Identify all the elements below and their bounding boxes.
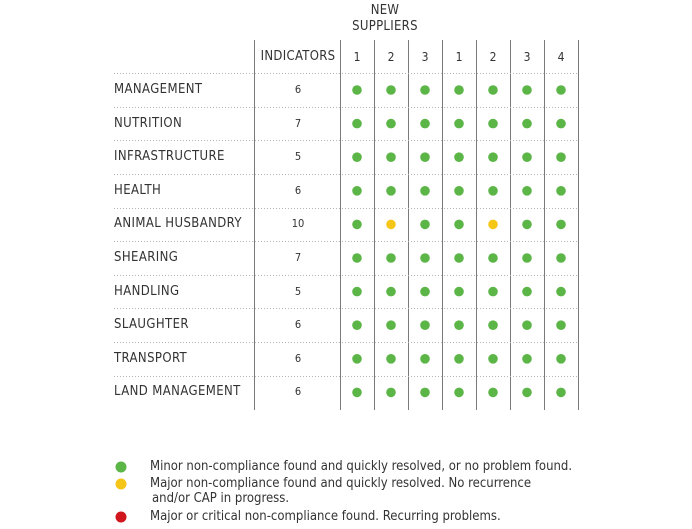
status-dot-green <box>488 85 498 95</box>
status-dot-green <box>352 388 362 398</box>
status-dot-green <box>352 152 362 162</box>
status-dot-green <box>522 320 532 330</box>
status-dot-green <box>454 354 464 364</box>
row-label: LAND MANAGEMENT <box>114 384 241 400</box>
status-dot-green <box>488 253 498 263</box>
status-dot-green <box>522 388 532 398</box>
status-dot-green <box>522 220 532 230</box>
status-dot-green <box>352 354 362 364</box>
row-label: INFRASTRUCTURE <box>114 149 225 165</box>
status-dot-green <box>488 119 498 129</box>
status-dot-green <box>522 152 532 162</box>
status-dot-green <box>488 354 498 364</box>
row-label: NUTRITION <box>114 115 183 131</box>
column-number: 3 <box>523 50 531 64</box>
status-dot-green <box>522 253 532 263</box>
status-dot-green <box>420 186 430 196</box>
status-dot-green <box>352 186 362 196</box>
status-dot-green <box>488 287 498 297</box>
status-dot-green <box>420 287 430 297</box>
status-dot-green <box>420 152 430 162</box>
status-dot-green <box>522 354 532 364</box>
status-dot-green <box>420 253 430 263</box>
status-dot-green <box>454 320 464 330</box>
legend-text: Major or critical non-compliance found. Recurring problems. <box>150 509 501 524</box>
status-dot-green <box>556 119 566 129</box>
status-dot-green <box>386 85 396 95</box>
status-dot-green <box>488 152 498 162</box>
status-dot-green <box>556 388 566 398</box>
row-label: SLAUGHTER <box>114 317 189 333</box>
column-number: 3 <box>421 50 429 64</box>
status-dot-green <box>352 85 362 95</box>
status-dot-green <box>522 119 532 129</box>
status-dot-green <box>420 220 430 230</box>
legend-dot-green <box>116 462 127 473</box>
indicator-count: 6 <box>294 385 302 399</box>
indicator-count: 7 <box>294 116 302 130</box>
indicator-count: 10 <box>291 217 305 231</box>
status-dot-green <box>454 287 464 297</box>
status-dot-green <box>420 119 430 129</box>
row-label: TRANSPORT <box>114 350 188 366</box>
column-number: 2 <box>489 50 497 64</box>
status-dot-green <box>454 253 464 263</box>
indicator-count: 6 <box>294 83 302 96</box>
legend-dot-yellow <box>116 479 127 490</box>
status-dot-green <box>386 253 396 263</box>
status-dot-green <box>556 253 566 263</box>
status-dot-green <box>556 186 566 196</box>
legend-text: and/or CAP in progress. <box>152 491 290 506</box>
legend-text: Minor non-compliance found and quickly resolved, or no problem found. <box>150 459 573 474</box>
status-dot-green <box>522 287 532 297</box>
row-label: ANIMAL HUSBANDRY <box>114 216 242 232</box>
status-dot-green <box>352 253 362 263</box>
legend-text: Major non-compliance found and quickly resolved. No recurrence <box>150 476 532 491</box>
status-dot-green <box>352 119 362 129</box>
status-dot-green <box>386 119 396 129</box>
status-dot-green <box>454 119 464 129</box>
status-dot-yellow <box>386 220 396 230</box>
status-dot-green <box>556 287 566 297</box>
status-dot-green <box>386 287 396 297</box>
indicator-count: 6 <box>294 183 302 197</box>
row-label: HEALTH <box>114 182 162 198</box>
status-dot-green <box>488 186 498 196</box>
column-number: 4 <box>557 50 565 64</box>
column-number: 1 <box>353 50 361 64</box>
indicator-count: 7 <box>294 251 302 264</box>
status-dot-green <box>386 186 396 196</box>
group-header-line-2: SUPPLIERS <box>352 19 418 34</box>
status-dot-green <box>454 85 464 95</box>
legend-dot-red <box>116 512 127 523</box>
status-dot-green <box>420 388 430 398</box>
status-dot-green <box>454 388 464 398</box>
status-dot-green <box>488 320 498 330</box>
status-dot-green <box>352 287 362 297</box>
status-dot-green <box>522 186 532 196</box>
status-dot-green <box>556 354 566 364</box>
row-label: MANAGEMENT <box>114 82 203 97</box>
status-dot-green <box>386 320 396 330</box>
status-dot-green <box>556 320 566 330</box>
indicator-count: 5 <box>294 284 302 298</box>
status-dot-green <box>386 354 396 364</box>
status-dot-green <box>488 388 498 398</box>
row-label: HANDLING <box>114 283 180 299</box>
status-dot-green <box>420 320 430 330</box>
status-dot-green <box>454 152 464 162</box>
status-dot-green <box>556 152 566 162</box>
status-dot-yellow <box>488 220 498 230</box>
indicator-count: 6 <box>294 318 302 332</box>
status-dot-green <box>352 220 362 230</box>
status-dot-green <box>556 85 566 95</box>
status-dot-green <box>454 220 464 230</box>
status-dot-green <box>420 85 430 95</box>
row-label: SHEARING <box>114 250 179 265</box>
status-dot-green <box>454 186 464 196</box>
status-dot-green <box>386 388 396 398</box>
indicator-count: 5 <box>294 150 302 164</box>
status-dot-green <box>420 354 430 364</box>
indicator-count: 6 <box>294 351 302 365</box>
status-dot-green <box>352 320 362 330</box>
status-dot-green <box>522 85 532 95</box>
group-header-line-1: NEW <box>370 3 400 18</box>
column-number: 1 <box>455 50 463 64</box>
column-number: 2 <box>387 50 395 64</box>
status-dot-green <box>386 152 396 162</box>
indicators-header: INDICATORS <box>260 49 336 64</box>
status-dot-green <box>556 220 566 230</box>
